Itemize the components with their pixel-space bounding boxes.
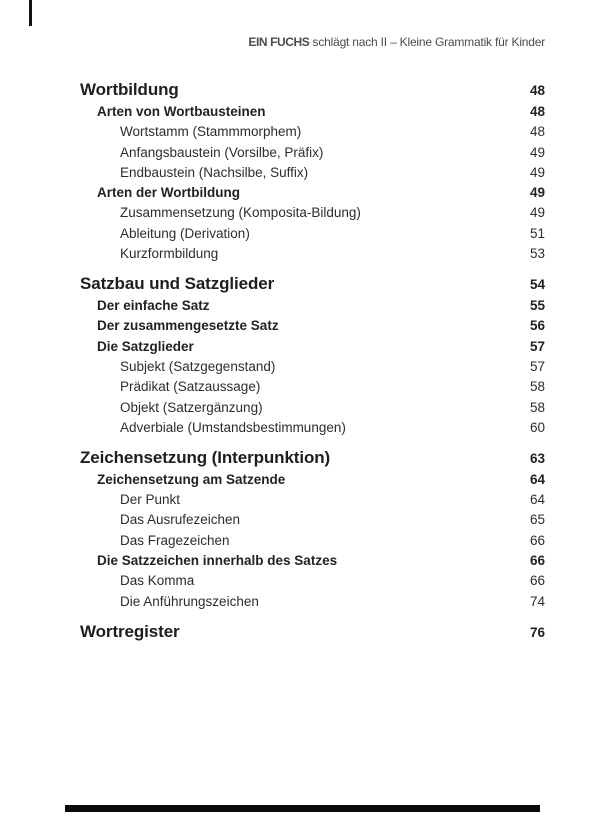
toc-entry: [80, 337, 545, 357]
section-title: Wortbildung: [80, 80, 179, 99]
entry-page-number: 49: [529, 144, 545, 160]
entry-page-number: 64: [529, 492, 545, 508]
entry-label: Der Punkt: [120, 492, 181, 508]
entry-label: Adverbiale (Umstandsbestimmungen): [120, 419, 346, 435]
toc-entry: [80, 418, 545, 438]
entry-label: Die Anführungszeichen: [120, 593, 259, 609]
entry-page-number: 57: [529, 338, 545, 354]
toc-entry: [80, 163, 545, 183]
toc-entry: [80, 551, 545, 571]
entry-label: Prädikat (Satzaussage): [120, 379, 261, 395]
toc-entry: [80, 244, 545, 264]
section-title-row: [80, 620, 545, 644]
entry-label: Anfangsbaustein (Vorsilbe, Präfix): [120, 144, 324, 160]
toc-entry: [80, 224, 545, 244]
toc-entry: [80, 102, 545, 122]
header-subtitle-text: schlägt nach II – Kleine Grammatik für Kinder: [309, 35, 545, 49]
table-of-contents: [80, 78, 545, 644]
entry-page-number: 66: [529, 573, 545, 589]
toc-section: [80, 272, 545, 438]
entry-label: Arten der Wortbildung: [97, 185, 240, 201]
entry-label: Das Fragezeichen: [120, 532, 230, 548]
entry-label: Zusammensetzung (Komposita-Bildung): [120, 205, 361, 221]
toc-entry: [80, 531, 545, 551]
entry-label: Der einfache Satz: [97, 298, 210, 314]
entry-page-number: 66: [529, 532, 545, 548]
entry-page-number: 56: [529, 318, 545, 334]
entry-label: Der zusammengesetzte Satz: [97, 318, 279, 334]
section-page-number: 48: [529, 83, 545, 98]
entry-label: Objekt (Satzergänzung): [120, 399, 263, 415]
entry-page-number: 58: [529, 399, 545, 415]
entry-label: Subjekt (Satzgegenstand): [120, 358, 276, 374]
section-title-row: [80, 272, 545, 296]
section-page-number: 54: [529, 277, 545, 293]
entry-page-number: 49: [529, 185, 545, 201]
page-bottom-bar: [65, 805, 540, 812]
toc-entry: [80, 122, 545, 142]
toc-entry: [80, 143, 545, 163]
toc-entry: [80, 203, 545, 223]
toc-entry: [80, 510, 545, 530]
toc-entry: [80, 571, 545, 591]
toc-entry: [80, 377, 545, 397]
entry-page-number: 64: [529, 471, 545, 487]
entry-page-number: 51: [529, 225, 545, 241]
entry-page-number: 58: [529, 379, 545, 395]
section-title-row: [80, 78, 545, 102]
entry-label: Kurzformbildung: [120, 246, 219, 262]
section-title: Wortregister: [80, 621, 180, 641]
toc-entry: [80, 470, 545, 490]
entry-label: Das Komma: [120, 573, 195, 589]
section-page-number: 63: [529, 450, 545, 466]
entry-page-number: 60: [529, 419, 545, 435]
entry-label: Endbaustein (Nachsilbe, Suffix): [120, 164, 309, 180]
section-title-row: [80, 446, 545, 470]
entry-label: Wortstamm (Stammmorphem): [120, 124, 302, 140]
entry-label: Das Ausrufezeichen: [120, 512, 241, 528]
toc-entry: [80, 296, 545, 316]
toc-entry: [80, 357, 545, 377]
entry-page-number: 57: [529, 358, 545, 374]
toc-section: [80, 620, 545, 644]
entry-page-number: 48: [529, 124, 545, 140]
toc-entry: [80, 490, 545, 510]
running-header: [80, 36, 545, 49]
entry-page-number: 65: [529, 512, 545, 528]
scan-artifact-tick: [29, 0, 32, 26]
toc-section: [80, 446, 545, 612]
entry-page-number: 66: [529, 553, 545, 569]
entry-page-number: 48: [529, 104, 545, 119]
section-page-number: 76: [529, 624, 545, 640]
entry-label: Die Satzglieder: [97, 338, 194, 354]
page-content: [80, 36, 545, 644]
toc-entry: [80, 592, 545, 612]
entry-page-number: 55: [529, 298, 545, 314]
section-title: Satzbau und Satzglieder: [80, 274, 275, 294]
entry-label: Zeichensetzung am Satzende: [97, 471, 286, 487]
entry-page-number: 53: [529, 246, 545, 262]
toc-entry: [80, 398, 545, 418]
entry-page-number: 49: [529, 164, 545, 180]
toc-entry: [80, 316, 545, 336]
entry-label: Die Satzzeichen innerhalb des Satzes: [97, 553, 338, 569]
entry-page-number: 74: [529, 593, 545, 609]
entry-label: Ableitung (Derivation): [120, 225, 250, 241]
header-brand-text: EIN FUCHS: [248, 35, 310, 49]
entry-label: Arten von Wortbausteinen: [97, 104, 266, 119]
section-title: Zeichensetzung (Interpunktion): [80, 447, 331, 467]
toc-entry: [80, 183, 545, 203]
entry-page-number: 49: [529, 205, 545, 221]
toc-section: [80, 78, 545, 264]
